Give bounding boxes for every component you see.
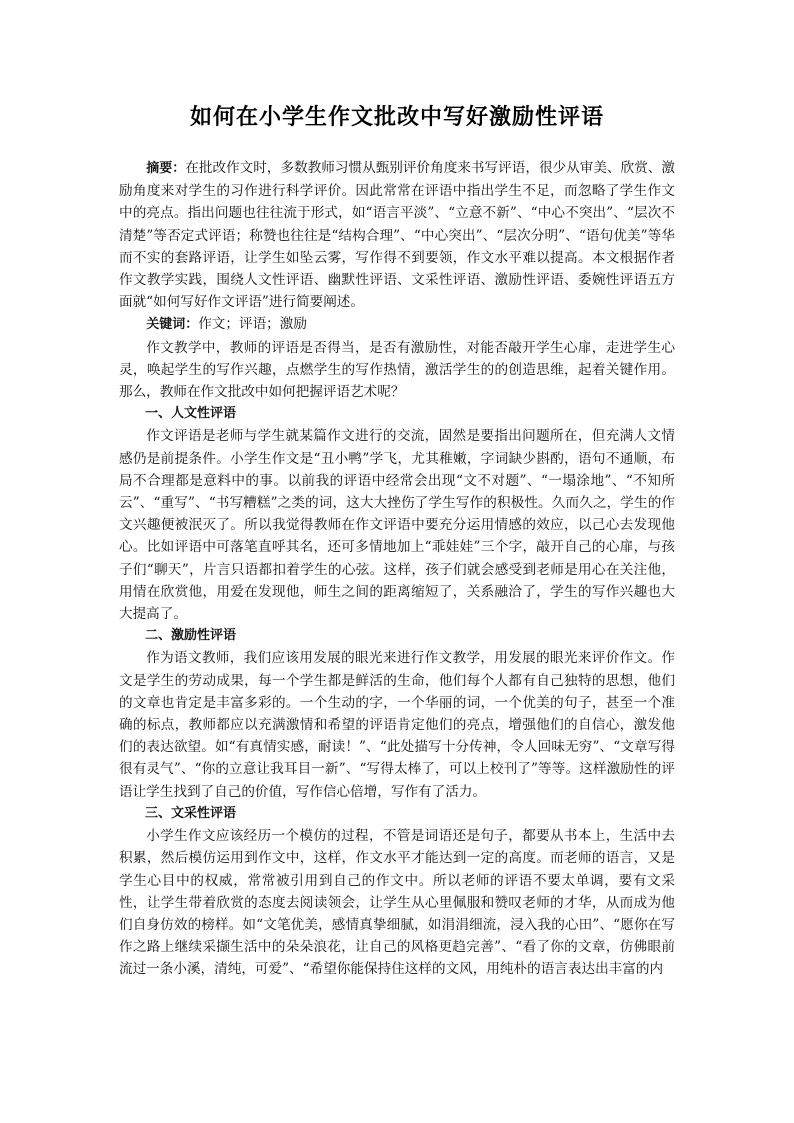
section-heading-3: 三、文采性评语 (145, 805, 237, 821)
abstract-paragraph (119, 157, 675, 313)
section-paragraph-3: 小学生作文应该经历一个模仿的过程，不管是词语还是句子，都要从书本上，生活中去积累，然后模仿运用到作文中，这样，作文水平才能达到一定的高度。而老师的语言，又是学生心目中的权威，常常被引用到自己的作文中。所以老师的评语不要太单调，要有文采性，让学生带着欣赏的态度去阅读领会，让学生从心里佩服和赞叹老师的才华，从而成为他们自身仿效的榜样。如“文笔优美，感情真挚细腻，如涓涓细流，浸入我的心田”、“愿你在写作之路上继续采撷生活中的朵朵浪花，让自己的风格更趋完善”、“看了你的文章，仿佛眼前流过一条小溪，清纯，可爱”、“希望你能保持住这样的文风，用纯朴的语言表达出丰富的内 (119, 828, 675, 978)
intro-paragraph: 作文教学中，教师的评语是否得当，是否有激励性，对能否敲开学生心扉，走进学生心灵，唤起学生的写作兴趣，点燃学生的写作热情，激活学生的的创造思维，起着关键作用。那么，教师在作文批改中如何把握评语艺术呢？ (119, 339, 675, 401)
section-heading-1: 一、人文性评语 (145, 406, 237, 422)
section-paragraph-2: 作为语文教师，我们应该用发展的眼光来进行作文教学，用发展的眼光来评价作文。作文是学生的劳动成果，每一个学生都是鲜活的生命，他们每个人都有自己独特的思想，他们的文章也肯定是丰富多彩的。一个生动的字，一个华丽的词，一个优美的句子，甚至一个准确的标点，教师都应以充满激情和希望的评语肯定他们的亮点，增强他们的自信心，激发他们的表达欲望。如“有真情实感，耐读！”、“此处描写十分传神，令人回味无穷”、“文章写得很有灵气”、“你的立意让我耳目一新”、“写得太棒了，可以上校刊了”等等。这样激励性的评语让学生找到了自己的价值，写作信心倍增，写作有了活力。 (119, 650, 675, 800)
section-heading-2: 二、激励性评语 (145, 628, 237, 644)
document-body (119, 157, 675, 981)
abstract-text: 在批改作文时，多数教师习惯从甄别评价角度来书写评语，很少从审美、欣赏、激励角度来对学生的习作进行科学评价。因此常常在评语中指出学生不足，而忽略了学生作文中的亮点。指出问题也往往流于形式，如“语言平淡”、“立意不新”、“中心不突出”、“层次不清楚”等否定式评语；称赞也往往是“结构合理”、“中心突出”、“层次分明”、“语句优美”等华而不实的套路评语，让学生如坠云雾，写作得不到要领，作文水平难以提高。本文根据作者作文教学实践，围绕人文性评语、幽默性评语、文采性评语、激励性评语、委婉性评语五方面就“如何写好作文评语”进行简要阐述。 (119, 160, 675, 311)
document-title: 如何在小学生作文批改中写好激励性评语 (189, 105, 604, 130)
section-paragraph-1: 作文评语是老师与学生就某篇作文进行的交流，固然是要指出问题所在，但充满人文情感仍是前提条件。小学生作文是“丑小鸭”学飞，尤其稚嫩，字词缺少斟酌，语句不通顺，布局不合理都是意料中的事。以前我的评语中经常会出现“文不对题”、“一塌涂地”、“不知所云”、“重写”、“书写糟糕”之类的词，这大大挫伤了学生写作的积极性。久而久之，学生的作文兴趣便被泯灭了。所以我觉得教师在作文评语中要充分运用情感的效应，以己心去发现他心。比如评语中可落笔直呼其名，还可多情地加上“乖娃娃”三个字，敲开自己的心扉，与孩子们“聊天”，片言只语都扣着学生的心弦。这样，孩子们就会感受到老师是用心在关注他，用情在欣赏他，用爱在发现他，师生之间的距离缩短了，关系融洽了，学生的写作兴趣也大大提高了。 (119, 428, 675, 623)
keywords-text: 作文；评语；激励 (198, 316, 307, 333)
keywords-paragraph (119, 313, 675, 336)
abstract-label: 摘要： (146, 161, 186, 176)
keywords-label: 关键词： (146, 317, 199, 333)
